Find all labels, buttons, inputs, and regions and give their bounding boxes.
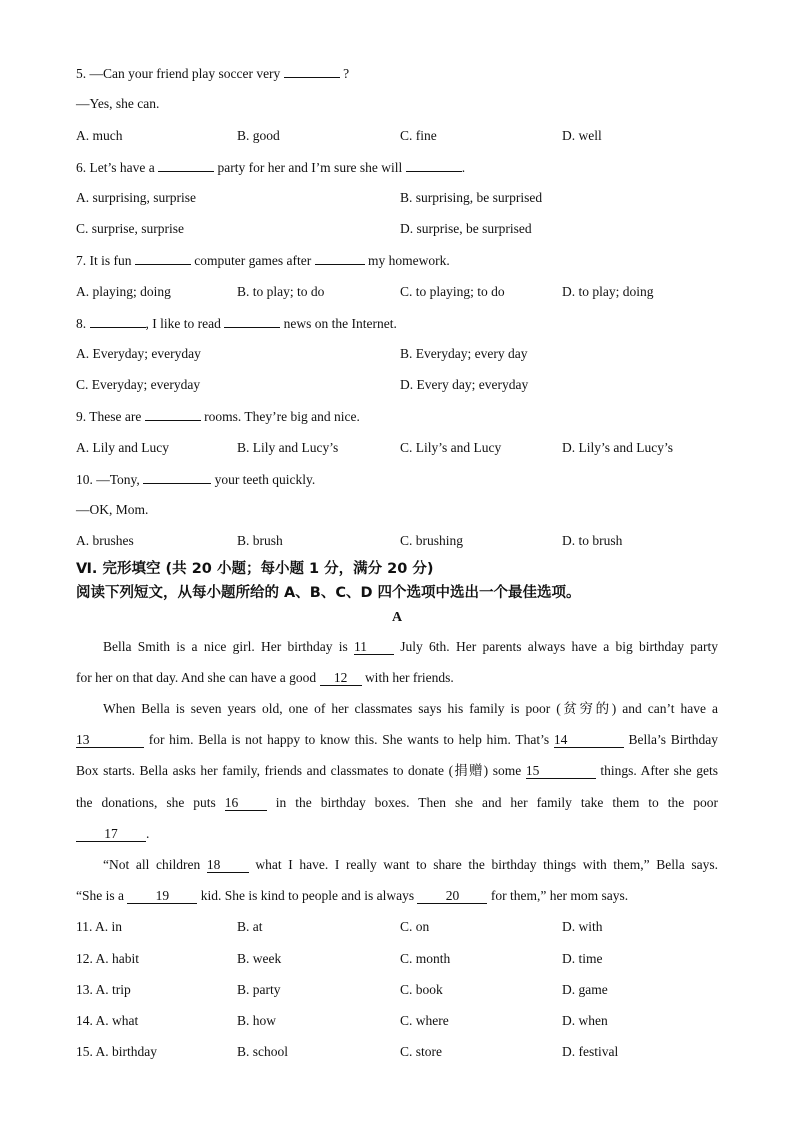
q11-option-a: 11. A. in — [76, 919, 123, 934]
blank-number-20: 20 — [417, 889, 487, 904]
passage-text: kid. She is kind to people and is always — [197, 888, 418, 903]
q8-stem-a: 8. — [76, 316, 90, 331]
q9-option-d: D. Lily’s and Lucy’s — [562, 440, 673, 455]
section-instruction: 阅读下列短文，从每小题所给的 A、B、C、D 四个选项中选出一个最佳选项。 — [76, 585, 581, 601]
q7-option-c: C. to playing; to do — [400, 284, 505, 299]
passage-text: for them,” her mom says. — [487, 888, 629, 903]
blank-number-18: 18 — [207, 858, 249, 873]
question-5-stem — [76, 65, 349, 82]
passage-text: with her friends. — [361, 670, 454, 685]
passage-text: what I have. I really want to share the birthday things with them,” Bella says. — [248, 857, 719, 872]
q11-option-d: D. with — [562, 919, 603, 934]
passage-line-3: When Bella is seven years old, one of her classmates says his family is poor (贫穷的) and can’t have a — [103, 701, 718, 716]
q5-option-d: D. well — [562, 128, 602, 143]
q12-option-a: 12. A. habit — [76, 951, 139, 966]
passage-line-6 — [76, 795, 718, 811]
passage-text: . — [146, 826, 150, 841]
passage-text: “Not all children — [103, 857, 207, 872]
q5-option-b: B. good — [237, 128, 280, 143]
q6-option-d: D. surprise, be surprised — [400, 221, 532, 236]
passage-line-1 — [103, 639, 718, 655]
passage-text: for him. Bella is not happy to know this. She wants to help him. That’s — [144, 732, 554, 747]
passage-line-4 — [76, 732, 718, 748]
q8-option-d: D. Every day; everyday — [400, 377, 529, 392]
q10-option-b: B. brush — [237, 533, 283, 548]
passage-line-8 — [103, 857, 718, 873]
q11-option-c: C. on — [400, 919, 430, 934]
section-title: Ⅵ. 完形填空 (共 20 小题；每小题 1 分，满分 20 分) — [76, 561, 434, 577]
question-6-stem — [76, 159, 465, 176]
q6-stem-a: 6. Let’s have a — [76, 160, 159, 175]
q5-stem-pre: 5. —Can your friend play soccer very — [76, 66, 284, 81]
passage-text: Bella Smith is a nice girl. Her birthday is — [103, 639, 355, 654]
q8-option-c: C. Everyday; everyday — [76, 377, 201, 392]
q9-stem-a: 9. These are — [76, 409, 145, 424]
q7-option-b: B. to play; to do — [237, 284, 325, 299]
blank-number-13: 13 — [76, 733, 144, 748]
q6-stem-c: . — [461, 160, 466, 175]
q7-option-d: D. to play; doing — [562, 284, 654, 299]
blank-number-16: 16 — [225, 796, 267, 811]
q15-option-d: D. festival — [562, 1044, 619, 1059]
q14-option-a: 14. A. what — [76, 1013, 139, 1028]
answer-blank — [315, 252, 365, 265]
passage-line-7 — [76, 826, 718, 842]
q12-option-c: C. month — [400, 951, 451, 966]
passage-label: A — [391, 610, 403, 625]
q6-option-c: C. surprise, surprise — [76, 221, 184, 236]
q7-stem-b: computer games after — [190, 253, 315, 268]
q7-option-a: A. playing; doing — [76, 284, 171, 299]
q15-option-c: C. store — [400, 1044, 442, 1059]
question-9-stem — [76, 408, 360, 425]
passage-text: “She is a — [76, 888, 128, 903]
passage-text: the donations, she puts — [76, 795, 225, 810]
answer-blank — [135, 252, 191, 265]
q10-option-c: C. brushing — [400, 533, 464, 548]
question-10-reply: —OK, Mom. — [76, 502, 149, 517]
question-5-reply: —Yes, she can. — [76, 96, 160, 111]
q7-stem-c: my homework. — [364, 253, 450, 268]
q7-stem-a: 7. It is fun — [76, 253, 135, 268]
q13-option-a: 13. A. trip — [76, 982, 131, 997]
passage-line-9 — [76, 888, 718, 904]
q13-option-c: C. book — [400, 982, 443, 997]
blank-number-17: 17 — [76, 827, 146, 842]
q5-stem-post: ? — [339, 66, 350, 81]
q9-option-c: C. Lily’s and Lucy — [400, 440, 502, 455]
answer-blank — [224, 315, 280, 328]
q15-option-b: B. school — [237, 1044, 289, 1059]
q8-option-b: B. Everyday; every day — [400, 346, 528, 361]
question-10-stem — [76, 471, 315, 488]
passage-text: July 6th. Her parents always have a big birthday party — [394, 639, 718, 654]
q10-stem-a: 10. —Tony, — [76, 472, 144, 487]
q5-option-c: C. fine — [400, 128, 437, 143]
passage-text: in the birthday boxes. Then she and her family take them to the poor — [266, 795, 718, 810]
q14-option-b: B. how — [237, 1013, 277, 1028]
blank-number-14: 14 — [554, 733, 624, 748]
question-8-stem — [76, 315, 397, 332]
passage-line-2 — [76, 670, 718, 686]
q5-option-a: A. much — [76, 128, 123, 143]
answer-blank — [284, 65, 340, 78]
q10-option-d: D. to brush — [562, 533, 623, 548]
q6-option-b: B. surprising, be surprised — [400, 190, 543, 205]
blank-number-19: 19 — [127, 889, 197, 904]
q6-option-a: A. surprising, surprise — [76, 190, 196, 205]
q15-option-a: 15. A. birthday — [76, 1044, 157, 1059]
q9-option-a: A. Lily and Lucy — [76, 440, 169, 455]
passage-text: for her on that day. And she can have a good — [76, 670, 320, 685]
q8-stem-b: , I like to read — [145, 316, 225, 331]
passage-line-5 — [76, 763, 718, 779]
blank-number-15: 15 — [526, 764, 596, 779]
q10-stem-b: your teeth quickly. — [211, 472, 316, 487]
q12-option-d: D. time — [562, 951, 603, 966]
answer-blank — [158, 159, 214, 172]
passage-text: things. After she gets — [595, 763, 718, 778]
q14-option-d: D. when — [562, 1013, 608, 1028]
q8-stem-c: news on the Internet. — [280, 316, 397, 331]
blank-number-11: 11 — [354, 640, 394, 655]
blank-number-12: 12 — [320, 671, 362, 686]
answer-blank — [143, 471, 211, 484]
q14-option-c: C. where — [400, 1013, 449, 1028]
q11-option-b: B. at — [237, 919, 263, 934]
passage-text: Box starts. Bella asks her family, friends and classmates to donate (捐赠) some — [76, 763, 526, 778]
q12-option-b: B. week — [237, 951, 282, 966]
q10-option-a: A. brushes — [76, 533, 134, 548]
answer-blank — [145, 408, 201, 421]
q8-option-a: A. Everyday; everyday — [76, 346, 201, 361]
q9-option-b: B. Lily and Lucy’s — [237, 440, 339, 455]
answer-blank — [406, 159, 462, 172]
question-7-stem — [76, 252, 450, 269]
q6-stem-b: party for her and I’m sure she will — [214, 160, 406, 175]
passage-text: Bella’s Birthday — [623, 732, 718, 747]
q13-option-d: D. game — [562, 982, 608, 997]
q9-stem-b: rooms. They’re big and nice. — [200, 409, 360, 424]
answer-blank — [90, 315, 146, 328]
q13-option-b: B. party — [237, 982, 281, 997]
